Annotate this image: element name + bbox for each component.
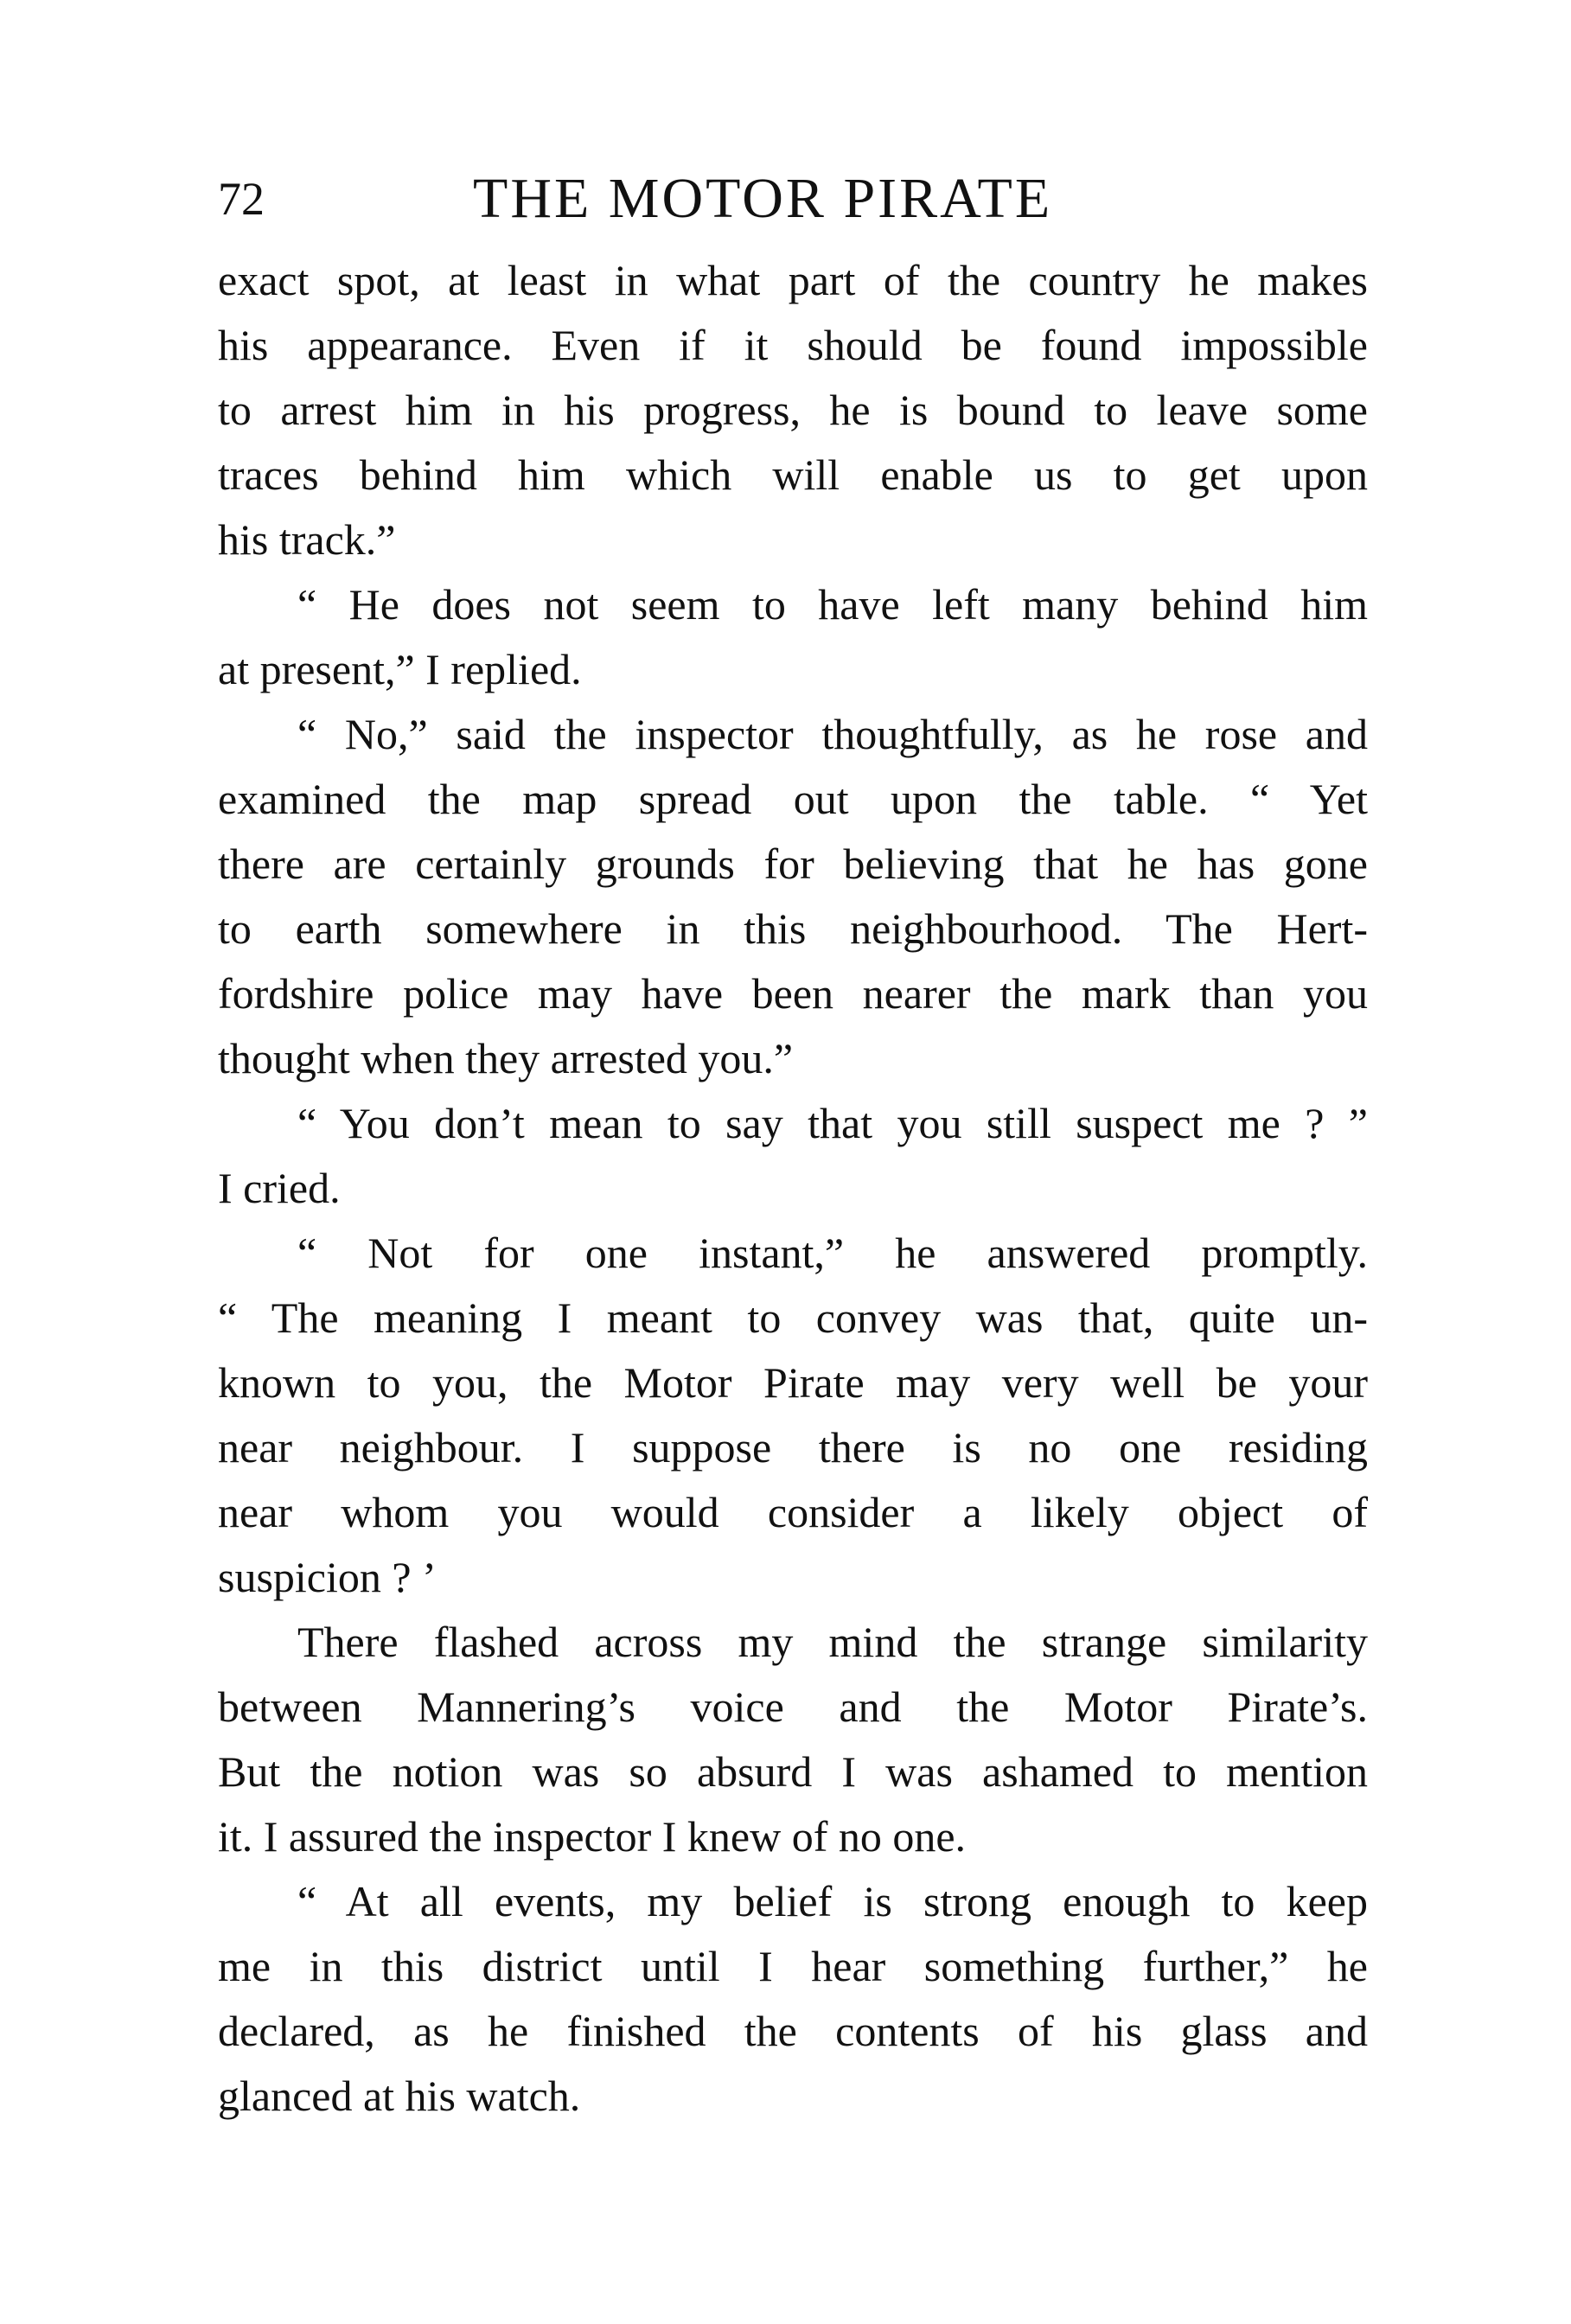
text-line: “ You don’t mean to say that you still suspect me ? ” (297, 1099, 1368, 1147)
text-line: his appearance. Even if it should be found impossible (218, 321, 1368, 369)
text-line: But the notion was so absurd I was ashamed to mention (218, 1747, 1368, 1796)
page-header (218, 160, 1368, 238)
text-line: to earth somewhere in this neighbourhood. The Hert- (218, 904, 1368, 953)
text-line: “ Not for one instant,” he answered promptly. (297, 1229, 1368, 1277)
text-line: fordshire police may have been nearer the mark than you (218, 969, 1368, 1018)
text-line: “ At all events, my belief is strong enough to keep (297, 1877, 1368, 1925)
text-line: me in this district until I hear something further,” he (218, 1942, 1368, 1990)
text-line: to arrest him in his progress, he is bound to leave some (218, 386, 1368, 434)
page-number: 72 (218, 173, 265, 225)
text-line: “ No,” said the inspector thoughtfully, as he rose and (297, 710, 1368, 758)
text-line: between Mannering’s voice and the Motor Pirate’s. (218, 1682, 1368, 1731)
text-line: at present,” I replied. (218, 645, 582, 693)
text-line: There flashed across my mind the strange similarity (297, 1618, 1368, 1666)
text-line: “ He does not seem to have left many behind him (297, 580, 1368, 629)
text-line: traces behind him which will enable us to get upon (218, 450, 1368, 499)
text-line: examined the map spread out upon the table. “ Yet (218, 775, 1368, 823)
text-line: thought when they arrested you.” (218, 1034, 794, 1082)
text-line: suspicion ? ’ (218, 1553, 437, 1601)
text-line: known to you, the Motor Pirate may very well be your (218, 1358, 1368, 1407)
body-text (218, 248, 1368, 2129)
text-line: exact spot, at least in what part of the country he makes (218, 256, 1368, 304)
text-line: near whom you would consider a likely object of (218, 1488, 1368, 1536)
running-title: THE MOTOR PIRATE (473, 167, 1053, 230)
text-line: there are certainly grounds for believing that he has gone (218, 840, 1368, 888)
text-line: “ The meaning I meant to convey was that, quite un- (218, 1293, 1368, 1342)
text-line: glanced at his watch. (218, 2072, 581, 2120)
text-line: declared, as he finished the contents of his glass and (218, 2007, 1368, 2055)
text-line: near neighbour. I suppose there is no one residing (218, 1423, 1368, 1472)
text-line: his track.” (218, 515, 396, 564)
text-line: I cried. (218, 1164, 341, 1212)
text-line: it. I assured the inspector I knew of no one. (218, 1812, 967, 1861)
